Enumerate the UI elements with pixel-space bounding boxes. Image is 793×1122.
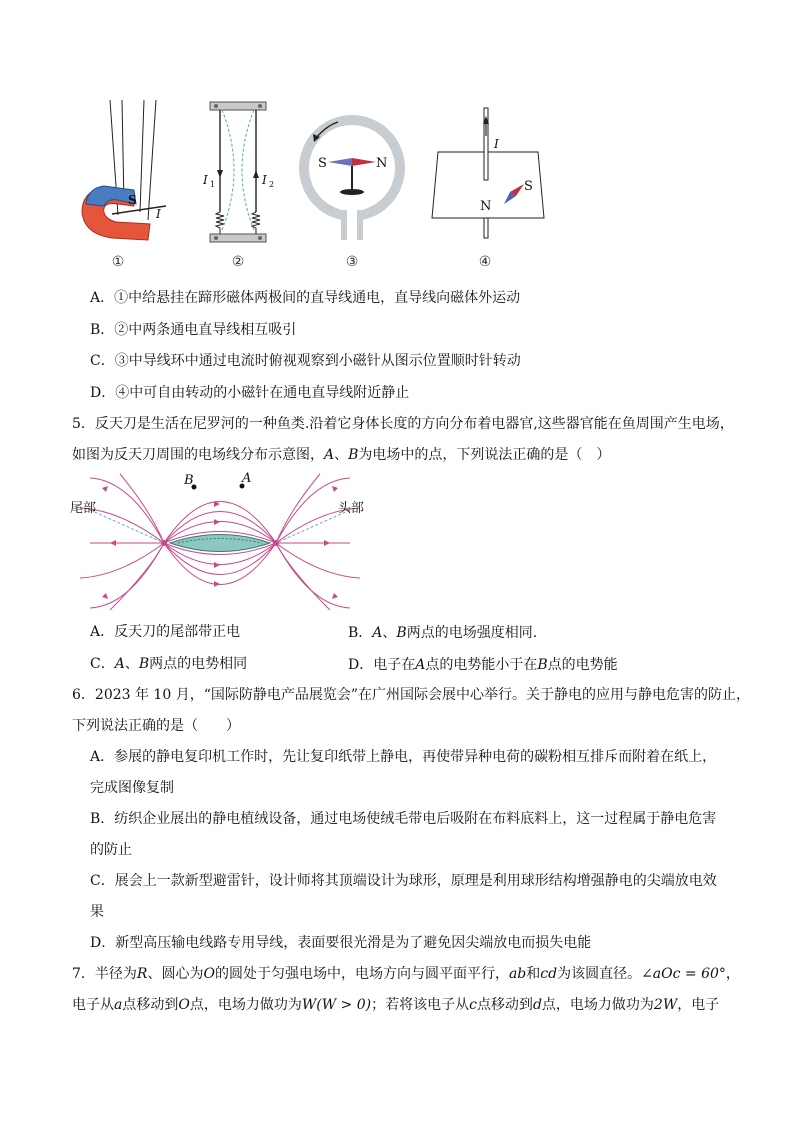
fig1-current-label: I	[156, 207, 161, 221]
q5-option-b: B．A、B两点的电场强度相同.	[348, 625, 538, 641]
fish-tail-label: 尾部	[70, 501, 97, 516]
q6-option-b-line1: B．纺织企业展出的静电植绒设备，通过电场使绒毛带电后吸附在布料底料上，这一过程属于静电危害	[90, 811, 717, 827]
fish-point-b-label: B	[184, 473, 194, 488]
q5-option-c: C．A、B两点的电势相同	[90, 656, 248, 672]
figure-3-ring-compass	[296, 112, 408, 244]
fish-point-a-label: A	[242, 471, 252, 486]
fig2-i1-label: I	[203, 173, 208, 187]
q6-stem-line2: 下列说法正确的是（ ）	[72, 718, 240, 734]
q5-stem-line1: 5．反天刀是生活在尼罗河的一种鱼类.沿着它身体长度的方向分布着电器官,这些器官能在鱼周围产生电场，	[72, 416, 734, 432]
q4-option-c: C．③中导线环中通过电流时俯视观察到小磁针从图示位置顺时针转动	[90, 353, 521, 369]
q7-stem-line2: 电子从a点移动到O点，电场力做功为W(W > 0)；若将该电子从c点移动到d点，电场力做功为2W，电子	[72, 997, 720, 1013]
fig4-north-label: N	[480, 199, 492, 214]
figure-2-parallel-wires	[198, 100, 278, 246]
fig3-north-label: N	[376, 156, 388, 171]
q4-option-d: D．④中可自由转动的小磁针在通电直导线附近静止	[90, 385, 410, 401]
fig2-i2-sub: 2	[269, 180, 275, 189]
figure-4-wire-plane	[428, 100, 546, 246]
fig2-i2-label: I	[262, 173, 267, 187]
figure-3-caption: ③	[345, 254, 359, 270]
fig3-south-label: S	[318, 156, 327, 171]
q6-stem-line1: 6．2023 年 10 月，“国际防静电产品展览会”在广州国际会展中心举行。关于静电的应用与静电危害的防止，	[72, 687, 751, 703]
q6-option-d: D．新型高压输电线路专用导线，表面要很光滑是为了避免因尖端放电而损失电能	[90, 935, 592, 951]
q5-option-d: D．电子在A点的电势能小于在B点的电势能	[348, 657, 618, 673]
fish-field-diagram	[70, 470, 370, 612]
fish-head-label: 头部	[338, 501, 365, 516]
q6-option-a-line1: A．参展的静电复印机工作时，先让复印纸带上静电，再使带异种电荷的碳粉相互排斥而附着在纸上，	[90, 749, 717, 765]
figure-4-caption: ④	[478, 254, 492, 270]
q7-stem-line1: 7．半径为R、圆心为O的圆处于匀强电场中，电场方向与圆平面平行，ab和cd为该圆直径。∠aOc = 60°，	[72, 966, 740, 982]
q6-option-b-line2: 的防止	[90, 842, 132, 858]
fig4-current-label: I	[494, 137, 499, 151]
fig2-i1-sub: 1	[210, 180, 216, 189]
q6-option-c-line2: 果	[90, 904, 104, 920]
q4-option-a: A．①中给悬挂在蹄形磁体两极间的直导线通电，直导线向磁体外运动	[90, 290, 521, 306]
figure-1-horseshoe-magnet	[74, 100, 186, 250]
fig4-south-label: S	[524, 179, 533, 194]
q6-option-a-line2: 完成图像复制	[90, 780, 174, 796]
q5-option-a: A．反天刀的尾部带正电	[90, 624, 241, 640]
figure-2-caption: ②	[231, 254, 245, 270]
fig1-pole-label: S	[128, 193, 137, 207]
q5-stem-line2: 如图为反天刀周围的电场线分布示意图，A、B为电场中的点，下列说法正确的是（ ）	[72, 447, 611, 463]
figure-1-caption: ①	[111, 254, 125, 270]
q6-option-c-line1: C．展会上一款新型避雷针，设计师将其顶端设计为球形，原理是利用球形结构增强静电的尖端放电效	[90, 873, 717, 889]
q4-option-b: B．②中两条通电直导线相互吸引	[90, 322, 297, 338]
